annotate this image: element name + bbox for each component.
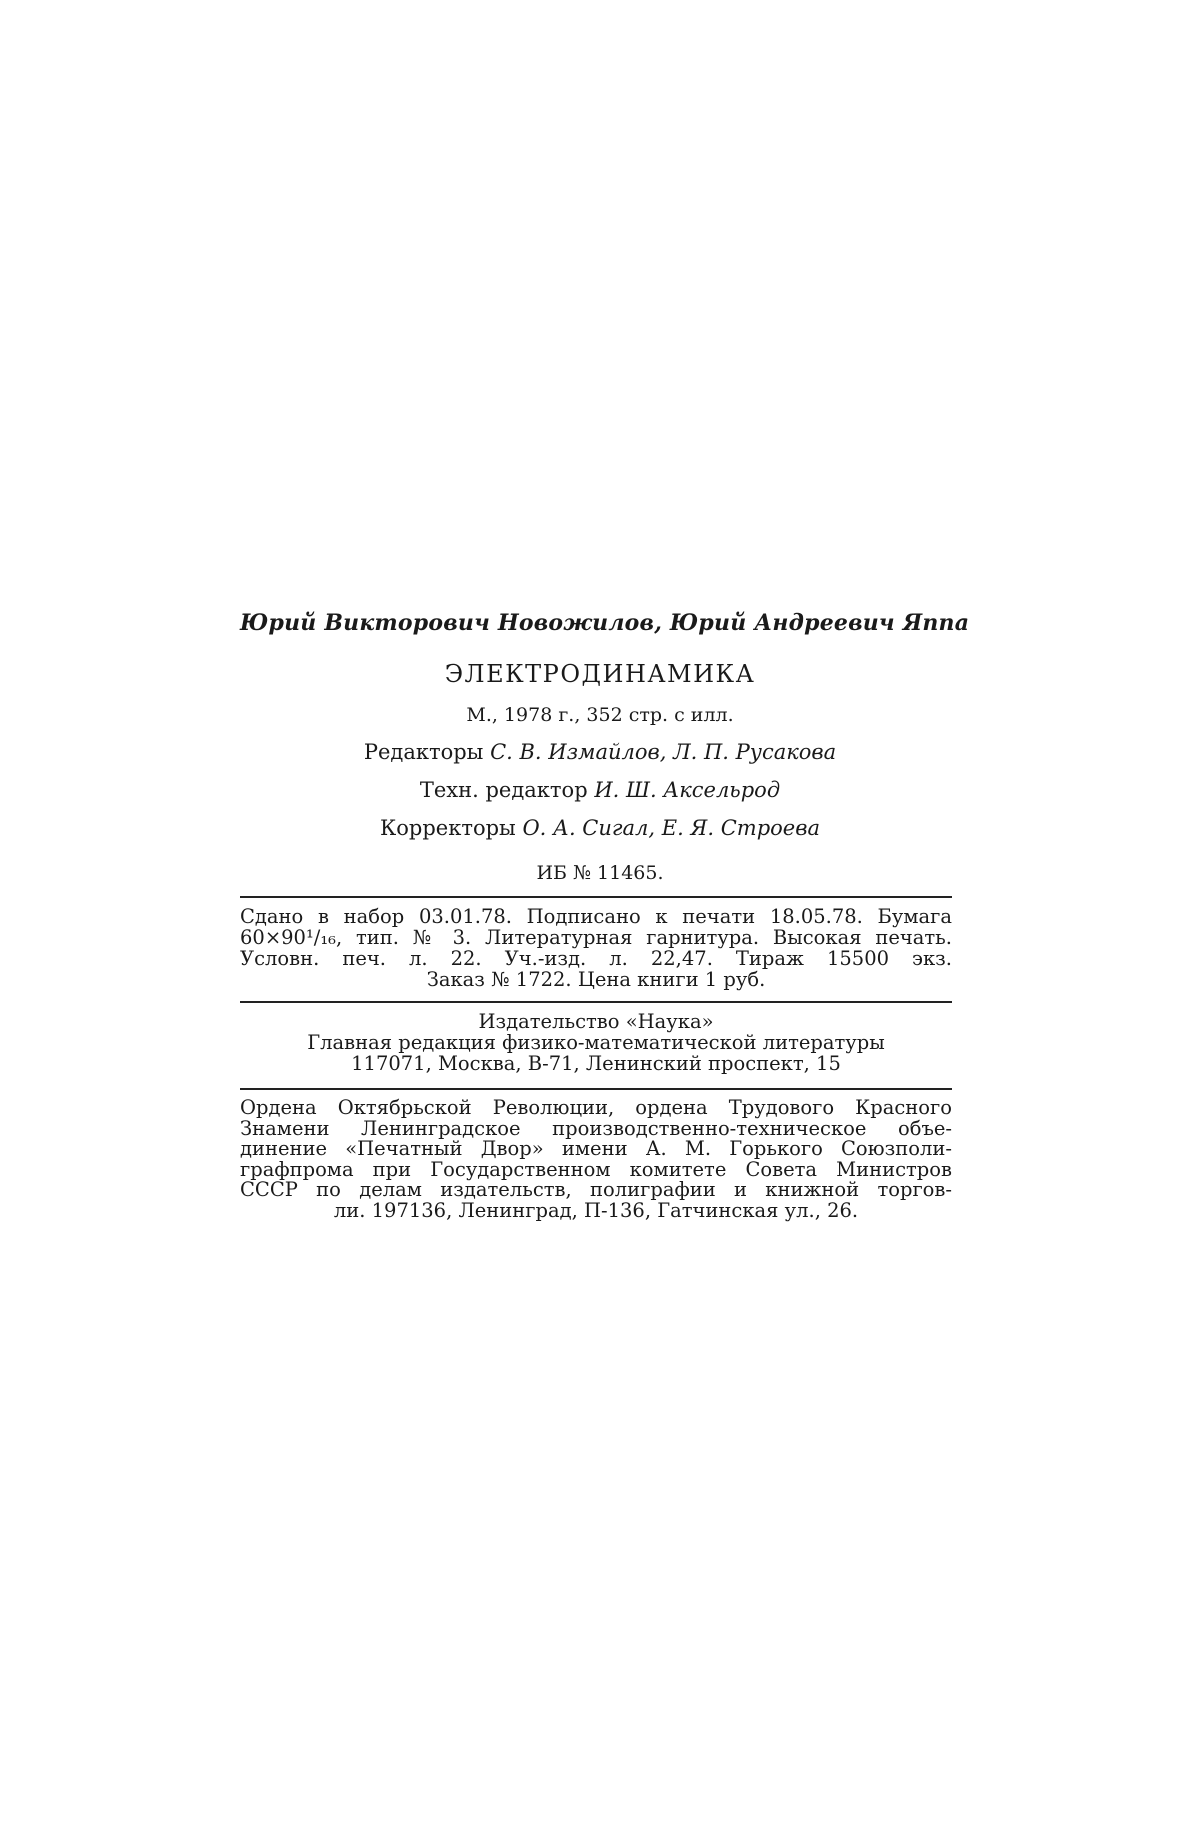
- publisher-block: [240, 1011, 952, 1074]
- imprint-line: Сдано в набор 03.01.78. Подписано к печати 18.05.78. Бумага: [240, 905, 952, 928]
- book-title: ЭЛЕКТРОДИНАМИКА: [444, 660, 756, 688]
- divider-2: [240, 1001, 952, 1003]
- correctors-names: О. А. Сигал, Е. Я. Строева: [522, 816, 820, 840]
- imprint-block: [240, 906, 952, 990]
- printer-line: динение «Печатный Двор» имени А. М. Горького Союзполи-: [240, 1137, 952, 1160]
- editors-names: С. В. Измайлов, Л. П. Русакова: [490, 740, 837, 764]
- correctors-line: [240, 816, 960, 840]
- imprint-line: Условн. печ. л. 22. Уч.-изд. л. 22,47. Тираж 15500 экз.: [240, 947, 952, 970]
- printer-line: СССР по делам издательств, полиграфии и книжной торгов-: [240, 1178, 952, 1201]
- publisher-line: Главная редакция физико-математической литературы: [307, 1031, 885, 1054]
- imprint-line: 60×90¹/₁₆, тип. № 3. Литературная гарнитура. Высокая печать.: [240, 926, 952, 949]
- tech-editor-names: И. Ш. Аксельрод: [594, 778, 781, 802]
- edition-info: М., 1978 г., 352 стр. с илл.: [466, 704, 734, 726]
- printer-block: [240, 1098, 952, 1221]
- correctors-label: Корректоры: [380, 816, 516, 840]
- printer-line: Знамени Ленинградское производственно-техническое объе-: [240, 1116, 952, 1140]
- authors: Юрий Викторович Новожилов, Юрий Андреевич Яппа: [240, 610, 970, 636]
- editors-label: Редакторы: [363, 740, 484, 764]
- divider-1: [240, 896, 952, 898]
- printer-line: Ордена Октябрьской Революции, ордена Трудового Красного: [240, 1096, 952, 1119]
- editors-line: [240, 740, 960, 764]
- publisher-line: Издательство «Наука»: [478, 1010, 714, 1033]
- printer-line: графпрома при Государственном комитете Совета Министров: [240, 1157, 952, 1181]
- tech-editor-label: Техн. редактор: [419, 778, 588, 802]
- ib-number: ИБ № 11465.: [536, 862, 664, 884]
- divider-3: [240, 1088, 952, 1090]
- imprint-line: Заказ № 1722. Цена книги 1 руб.: [426, 968, 766, 991]
- publisher-line: 117071, Москва, В-71, Ленинский проспект, 15: [351, 1052, 841, 1075]
- tech-editor-line: [240, 778, 960, 802]
- printer-line: ли. 197136, Ленинград, П-136, Гатчинская ул., 26.: [333, 1198, 859, 1222]
